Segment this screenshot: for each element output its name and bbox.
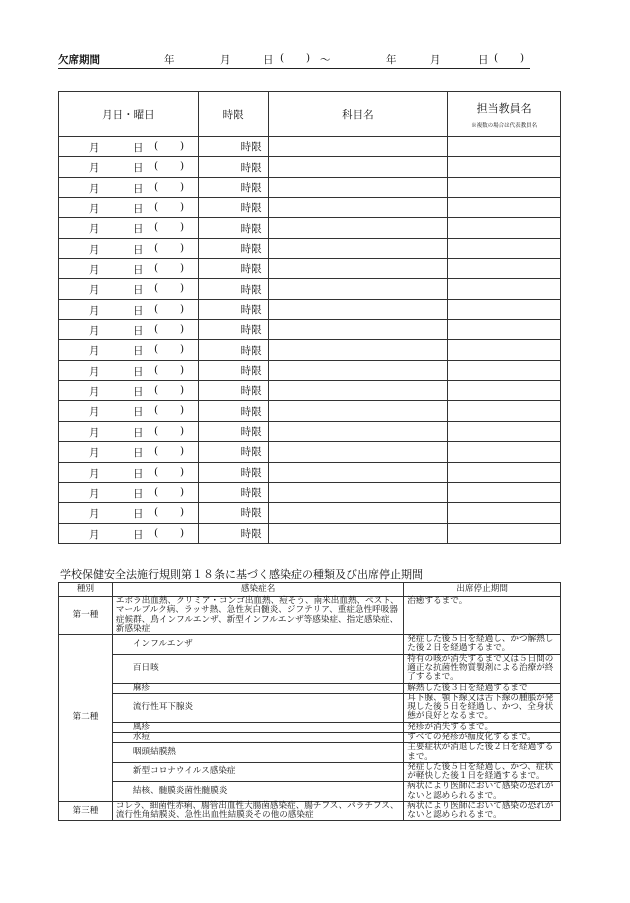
date-cell[interactable] <box>59 218 199 238</box>
row-paren-close: ) <box>180 404 185 417</box>
row-day-label: 日 <box>133 182 144 195</box>
attendance-row <box>59 523 561 543</box>
row-paren-close: ) <box>180 241 185 254</box>
disease-cell: 新型コロナウイルス感染症 <box>112 762 403 782</box>
row-month-label: 月 <box>89 264 100 277</box>
row-paren-close: ) <box>180 323 185 336</box>
subject-cell[interactable] <box>268 238 448 258</box>
infection-row-cat2 <box>59 683 561 693</box>
category-cell: 第二種 <box>59 635 113 802</box>
row-month-label: 月 <box>89 345 100 358</box>
row-paren-close: ) <box>180 506 185 519</box>
row-paren-open: ( <box>154 241 159 254</box>
row-month-label: 月 <box>89 386 100 399</box>
period-cell[interactable]: 時限 <box>198 381 268 401</box>
date-cell[interactable] <box>59 482 199 502</box>
date-cell[interactable] <box>59 462 199 482</box>
subject-cell[interactable] <box>268 177 448 197</box>
subject-cell[interactable] <box>268 157 448 177</box>
subject-cell[interactable] <box>268 523 448 543</box>
row-day-label: 日 <box>133 203 144 216</box>
teacher-cell[interactable] <box>448 279 561 299</box>
row-day-label: 日 <box>133 264 144 277</box>
row-day-label: 日 <box>133 223 144 236</box>
category-cell: 第三種 <box>59 801 113 821</box>
teacher-cell[interactable] <box>448 177 561 197</box>
row-paren-open: ( <box>154 160 159 173</box>
attendance-row <box>59 218 561 238</box>
row-month-label: 月 <box>89 406 100 419</box>
period-cell[interactable]: 時限 <box>198 299 268 319</box>
row-paren-open: ( <box>154 140 159 152</box>
stop-period-cell: 治癒するまで。 <box>404 597 561 635</box>
row-paren-close: ) <box>180 282 185 295</box>
period-cell[interactable]: 時限 <box>198 340 268 360</box>
header-subject: 科目名 <box>268 92 448 137</box>
period-cell[interactable]: 時限 <box>198 198 268 218</box>
date-cell[interactable] <box>59 421 199 441</box>
attendance-row <box>59 177 561 197</box>
header-teacher <box>448 92 561 137</box>
row-paren-close: ) <box>180 221 185 234</box>
disease-cell: 風疹 <box>112 722 403 732</box>
attendance-row <box>59 320 561 340</box>
teacher-cell[interactable] <box>448 360 561 380</box>
period-cell[interactable]: 時限 <box>198 421 268 441</box>
attendance-header-row <box>59 92 561 137</box>
date-cell[interactable] <box>59 340 199 360</box>
start-paren-close: ) <box>306 52 311 64</box>
subject-cell[interactable] <box>268 462 448 482</box>
date-cell[interactable] <box>59 259 199 279</box>
row-day-label: 日 <box>133 528 144 541</box>
stop-period-cell: 特有の咳が消失するまで又は５日間の適正な抗菌性物質製剤による治療が終了するまで。 <box>404 654 561 683</box>
row-paren-open: ( <box>154 384 159 397</box>
stop-period-cell: 発疹が消失するまで。 <box>404 722 561 732</box>
period-cell[interactable]: 時限 <box>198 177 268 197</box>
date-cell[interactable] <box>59 381 199 401</box>
infection-header-row <box>59 583 561 597</box>
row-paren-close: ) <box>180 343 185 356</box>
row-paren-close: ) <box>180 302 185 315</box>
row-paren-close: ) <box>180 424 185 437</box>
row-day-label: 日 <box>133 345 144 358</box>
absence-period-label: 欠席期間 <box>58 54 100 66</box>
infection-row-cat3 <box>59 801 561 821</box>
category-cell: 第一種 <box>59 597 113 635</box>
infection-row-cat2 <box>59 762 561 782</box>
infection-row-cat2 <box>59 782 561 802</box>
period-cell[interactable]: 時限 <box>198 157 268 177</box>
attendance-row <box>59 462 561 482</box>
attendance-row <box>59 503 561 523</box>
stop-period-cell: 耳下腺、顎下線又は舌下線の腫脹が発現した後５日を経過し、かつ、全身状態が良好となるまで。 <box>404 693 561 722</box>
row-paren-close: ) <box>180 160 185 173</box>
disease-cell: エボラ出血熱、クリミア・コンゴ出血熱、痘そう、南米出血熱、ペスト、マールブルク病、ラッサ熱、急性灰白髄炎、ジフテリア、重症急性呼吸器症候群、鳥インフルエンザ、新型インフルエンザ等感染症、指定感染症、新感染症 <box>112 597 403 635</box>
row-paren-close: ) <box>180 140 185 152</box>
disease-cell: コレラ、細菌性赤痢、腸管出血性大腸菌感染症、腸チフス、パラチフス、流行性角結膜炎、急性出血性結膜炎その他の感染症 <box>112 801 403 821</box>
row-month-label: 月 <box>89 528 100 541</box>
row-day-label: 日 <box>133 426 144 439</box>
teacher-cell[interactable] <box>448 482 561 502</box>
date-cell[interactable] <box>59 177 199 197</box>
period-cell[interactable]: 時限 <box>198 259 268 279</box>
date-cell[interactable] <box>59 238 199 258</box>
teacher-cell[interactable] <box>448 523 561 543</box>
attendance-row <box>59 299 561 319</box>
date-cell[interactable] <box>59 442 199 462</box>
row-paren-close: ) <box>180 445 185 458</box>
row-day-label: 日 <box>133 162 144 175</box>
header-period: 時限 <box>198 92 268 137</box>
row-day-label: 日 <box>133 467 144 480</box>
attendance-row <box>59 442 561 462</box>
start-day-label: 日 <box>263 54 274 66</box>
row-month-label: 月 <box>89 284 100 297</box>
stop-period-cell: 病状により医師において感染の恐れがないと認められるまで。 <box>404 801 561 821</box>
subject-cell[interactable] <box>268 137 448 157</box>
attendance-row <box>59 360 561 380</box>
teacher-cell[interactable] <box>448 137 561 157</box>
row-month-label: 月 <box>89 243 100 256</box>
start-year-label: 年 <box>164 54 175 66</box>
attendance-row <box>59 340 561 360</box>
row-paren-close: ) <box>180 485 185 498</box>
subject-cell[interactable] <box>268 482 448 502</box>
teacher-cell[interactable] <box>448 299 561 319</box>
end-year-label: 年 <box>386 54 397 66</box>
end-paren-close: ) <box>520 52 525 64</box>
attendance-row <box>59 421 561 441</box>
teacher-cell[interactable] <box>448 421 561 441</box>
disease-cell: 麻疹 <box>112 683 403 693</box>
row-day-label: 日 <box>133 142 144 154</box>
infection-row-cat2 <box>59 693 561 722</box>
teacher-cell[interactable] <box>448 340 561 360</box>
attendance-table <box>58 91 561 544</box>
teacher-cell[interactable] <box>448 442 561 462</box>
period-cell[interactable]: 時限 <box>198 523 268 543</box>
row-paren-close: ) <box>180 384 185 397</box>
stop-period-cell: 解熱した後３日を経過するまで <box>404 683 561 693</box>
row-month-label: 月 <box>89 365 100 378</box>
date-cell[interactable] <box>59 198 199 218</box>
absence-period-line <box>58 52 530 69</box>
teacher-cell[interactable] <box>448 503 561 523</box>
teacher-cell[interactable] <box>448 401 561 421</box>
row-paren-open: ( <box>154 323 159 336</box>
subject-cell[interactable] <box>268 442 448 462</box>
date-cell[interactable] <box>59 360 199 380</box>
date-cell[interactable] <box>59 299 199 319</box>
period-cell[interactable]: 時限 <box>198 401 268 421</box>
row-day-label: 日 <box>133 304 144 317</box>
disease-cell: 結核、髄膜炎菌性髄膜炎 <box>112 782 403 802</box>
row-month-label: 月 <box>89 304 100 317</box>
attendance-row <box>59 482 561 502</box>
stop-period-cell: 発症した後５日を経過し、かつ、症状が軽快した後１日を経過するまで。 <box>404 762 561 782</box>
subject-cell[interactable] <box>268 259 448 279</box>
row-day-label: 日 <box>133 284 144 297</box>
period-cell[interactable]: 時限 <box>198 137 268 157</box>
date-cell[interactable] <box>59 523 199 543</box>
row-paren-open: ( <box>154 404 159 417</box>
stop-period-cell: すべての発疹が痂皮化するまで。 <box>404 732 561 742</box>
infection-row-cat1 <box>59 597 561 635</box>
subject-cell[interactable] <box>268 320 448 340</box>
attendance-row <box>59 401 561 421</box>
stop-period-cell: 発症した後５日を経過し、かつ解熱した後２日を経過するまで。 <box>404 635 561 655</box>
infection-row-cat2 <box>59 635 561 655</box>
subject-cell[interactable] <box>268 421 448 441</box>
period-cell[interactable]: 時限 <box>198 462 268 482</box>
subject-cell[interactable] <box>268 340 448 360</box>
end-paren-open: ( <box>494 52 499 64</box>
row-paren-open: ( <box>154 201 159 214</box>
infection-row-cat2 <box>59 743 561 763</box>
row-month-label: 月 <box>89 223 100 236</box>
subject-cell[interactable] <box>268 279 448 299</box>
row-paren-close: ) <box>180 201 185 214</box>
header-disease: 感染症名 <box>112 583 403 597</box>
period-cell[interactable]: 時限 <box>198 442 268 462</box>
teacher-cell[interactable] <box>448 320 561 340</box>
teacher-cell[interactable] <box>448 238 561 258</box>
row-month-label: 月 <box>89 203 100 216</box>
disease-cell: 咽頭結膜熱 <box>112 743 403 763</box>
period-cell[interactable]: 時限 <box>198 279 268 299</box>
header-teacher-note: ※複数の場合は代表教員名 <box>471 122 538 129</box>
attendance-row <box>59 198 561 218</box>
header-date: 月日・曜日 <box>59 92 199 137</box>
subject-cell[interactable] <box>268 198 448 218</box>
row-paren-open: ( <box>154 485 159 498</box>
infection-row-cat2 <box>59 722 561 732</box>
period-cell[interactable]: 時限 <box>198 218 268 238</box>
row-month-label: 月 <box>89 508 100 521</box>
infection-table <box>58 582 561 821</box>
row-month-label: 月 <box>89 162 100 175</box>
row-day-label: 日 <box>133 487 144 500</box>
row-day-label: 日 <box>133 386 144 399</box>
row-day-label: 日 <box>133 365 144 378</box>
teacher-cell[interactable] <box>448 218 561 238</box>
row-month-label: 月 <box>89 142 100 154</box>
date-cell[interactable] <box>59 137 199 157</box>
subject-cell[interactable] <box>268 218 448 238</box>
row-month-label: 月 <box>89 487 100 500</box>
row-paren-open: ( <box>154 262 159 275</box>
attendance-row <box>59 157 561 177</box>
attendance-row <box>59 259 561 279</box>
subject-cell[interactable] <box>268 401 448 421</box>
date-cell[interactable] <box>59 401 199 421</box>
infection-section-title: 学校保健安全法施行規則第１８条に基づく感染症の種類及び出席停止期間 <box>60 568 423 581</box>
period-cell[interactable]: 時限 <box>198 238 268 258</box>
row-paren-close: ) <box>180 180 185 193</box>
teacher-cell[interactable] <box>448 381 561 401</box>
disease-cell: インフルエンザ <box>112 635 403 655</box>
row-paren-open: ( <box>154 465 159 478</box>
row-day-label: 日 <box>133 243 144 256</box>
row-paren-open: ( <box>154 302 159 315</box>
disease-cell: 百日咳 <box>112 654 403 683</box>
date-cell[interactable] <box>59 320 199 340</box>
row-paren-open: ( <box>154 506 159 519</box>
header-category: 種別 <box>59 583 113 597</box>
disease-cell: 水痘 <box>112 732 403 742</box>
header-stop-period: 出席停止期間 <box>404 583 561 597</box>
teacher-cell[interactable] <box>448 462 561 482</box>
attendance-row <box>59 238 561 258</box>
row-month-label: 月 <box>89 426 100 439</box>
row-month-label: 月 <box>89 182 100 195</box>
attendance-row <box>59 381 561 401</box>
row-paren-open: ( <box>154 282 159 295</box>
end-month-label: 月 <box>430 54 441 66</box>
row-month-label: 月 <box>89 325 100 338</box>
row-paren-close: ) <box>180 262 185 275</box>
attendance-row <box>59 137 561 157</box>
subject-cell[interactable] <box>268 381 448 401</box>
end-day-label: 日 <box>478 54 489 66</box>
date-cell[interactable] <box>59 157 199 177</box>
period-cell[interactable]: 時限 <box>198 503 268 523</box>
header-teacher-label: 担当教員名 <box>476 101 532 115</box>
stop-period-cell: 病状により医師において感染の恐れがないと認められるまで。 <box>404 782 561 802</box>
row-day-label: 日 <box>133 508 144 521</box>
subject-cell[interactable] <box>268 299 448 319</box>
row-paren-open: ( <box>154 180 159 193</box>
start-month-label: 月 <box>220 54 231 66</box>
subject-cell[interactable] <box>268 503 448 523</box>
row-day-label: 日 <box>133 325 144 338</box>
row-paren-open: ( <box>154 363 159 376</box>
teacher-cell[interactable] <box>448 157 561 177</box>
row-paren-close: ) <box>180 363 185 376</box>
date-cell[interactable] <box>59 279 199 299</box>
period-cell[interactable]: 時限 <box>198 482 268 502</box>
row-day-label: 日 <box>133 447 144 460</box>
period-cell[interactable]: 時限 <box>198 320 268 340</box>
row-paren-open: ( <box>154 221 159 234</box>
row-paren-close: ) <box>180 526 185 539</box>
row-month-label: 月 <box>89 467 100 480</box>
infection-row-cat2 <box>59 654 561 683</box>
teacher-cell[interactable] <box>448 259 561 279</box>
period-cell[interactable]: 時限 <box>198 360 268 380</box>
attendance-row <box>59 279 561 299</box>
row-paren-close: ) <box>180 465 185 478</box>
stop-period-cell: 主要症状が消退した後２日を経過するまで。 <box>404 743 561 763</box>
row-paren-open: ( <box>154 445 159 458</box>
disease-cell: 流行性耳下腺炎 <box>112 693 403 722</box>
tilde: 〜 <box>320 54 331 66</box>
row-paren-open: ( <box>154 343 159 356</box>
row-paren-open: ( <box>154 424 159 437</box>
teacher-cell[interactable] <box>448 198 561 218</box>
row-paren-open: ( <box>154 526 159 539</box>
date-cell[interactable] <box>59 503 199 523</box>
row-day-label: 日 <box>133 406 144 419</box>
row-month-label: 月 <box>89 447 100 460</box>
start-paren-open: ( <box>280 52 285 64</box>
subject-cell[interactable] <box>268 360 448 380</box>
